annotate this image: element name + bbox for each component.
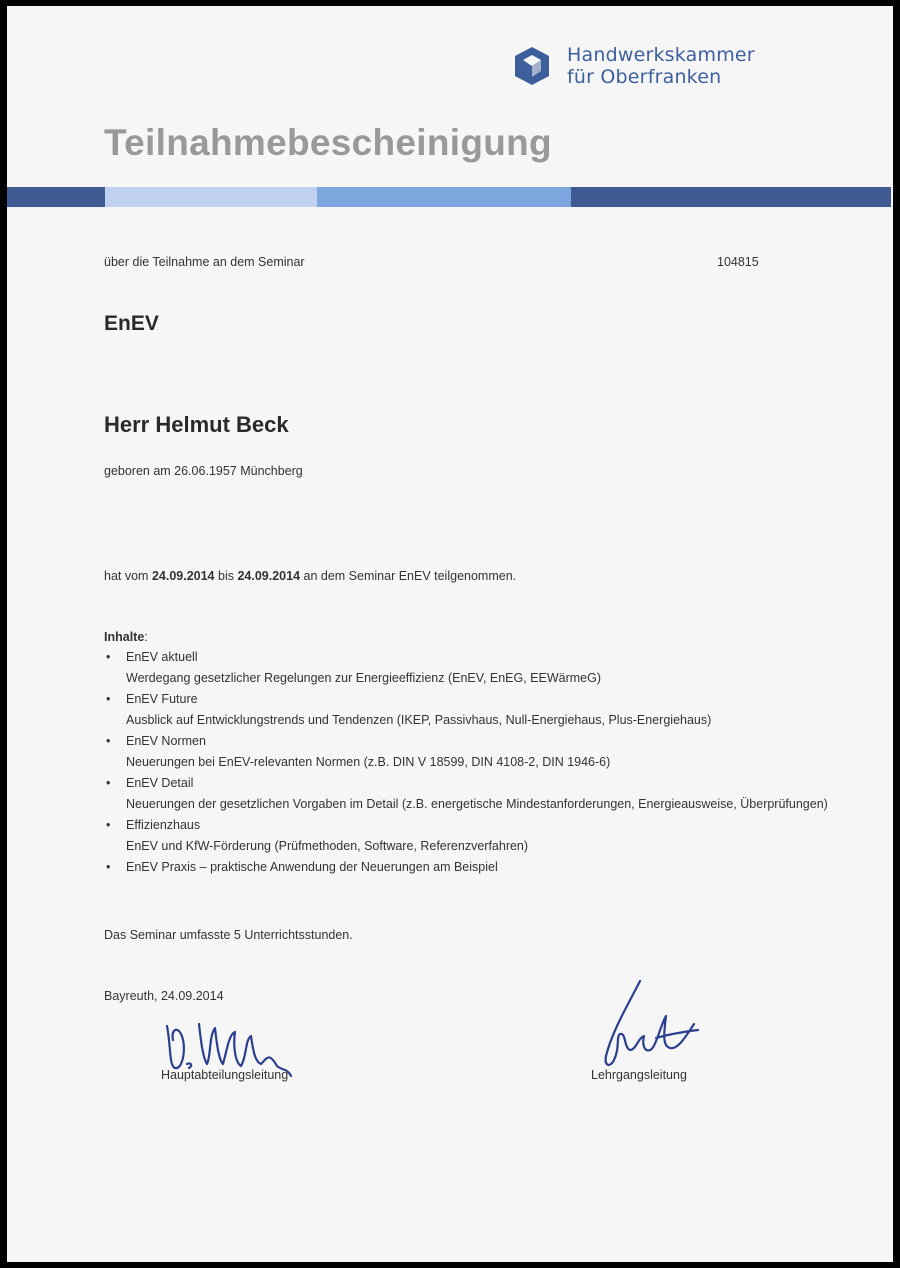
certificate-number: 104815 <box>717 255 759 269</box>
role-left: Hauptabteilungsleitung <box>161 1068 289 1082</box>
list-item <box>104 773 864 815</box>
birth-info: geboren am 26.06.1957 Münchberg <box>104 464 303 478</box>
item-title: • Effizienzhaus <box>126 818 201 832</box>
attendance-suffix: an dem Seminar EnEV teilgenommen. <box>303 569 517 583</box>
certificate-page <box>7 6 893 1262</box>
seminar-name: EnEV <box>104 312 159 335</box>
item-description: Ausblick auf Entwicklungstrends und Tendenzen (IKEP, Passivhaus, Null-Energiehaus, Plus-Energiehaus) <box>126 713 712 727</box>
organization-name-line2: für Oberfranken <box>567 66 722 88</box>
item-description: Werdegang gesetzlicher Regelungen zur Energieeffizienz (EnEV, EnEG, EEWärmeG) <box>126 671 602 685</box>
item-description: EnEV und KfW-Förderung (Prüfmethoden, Software, Referenzverfahren) <box>126 839 529 853</box>
signature-right <box>590 976 705 1076</box>
color-stripe <box>7 187 891 207</box>
attendance-prefix: hat vom <box>104 569 149 583</box>
contents-label <box>104 630 864 644</box>
contents-label-text: Inhalte <box>104 630 145 644</box>
item-title: • EnEV Future <box>126 692 198 706</box>
organization-name-line1: Handwerkskammer <box>567 44 755 66</box>
organization-logo <box>512 44 755 88</box>
organization-name <box>567 44 755 88</box>
date-from: 24.09.2014 <box>151 569 215 583</box>
item-title: • EnEV Normen <box>126 734 206 748</box>
place-and-date: Bayreuth, 24.09.2014 <box>104 989 224 1003</box>
list-item <box>104 647 864 689</box>
hours-statement: Das Seminar umfasste 5 Unterrichtsstunden. <box>104 928 353 942</box>
contents-section <box>104 630 864 878</box>
item-title: • EnEV Praxis – praktische Anwendung der Neuerungen am Beispiel <box>126 860 498 874</box>
hwk-logo-icon <box>512 46 552 86</box>
attendance-mid: bis <box>218 569 234 583</box>
list-item <box>104 689 864 731</box>
stripe-segment-mid <box>317 187 571 207</box>
date-to: 24.09.2014 <box>237 569 301 583</box>
stripe-segment-light <box>105 187 317 207</box>
document-title: Teilnahmebescheinigung <box>104 122 552 163</box>
stripe-segment-dark <box>7 187 105 207</box>
attendance-statement <box>104 569 516 583</box>
participant-name: Herr Helmut Beck <box>104 412 289 437</box>
list-item <box>104 857 864 878</box>
item-description: Neuerungen der gesetzlichen Vorgaben im Detail (z.B. energetische Mindestanforderungen, Energieausweise, Überprüfungen) <box>126 797 828 811</box>
item-title: • EnEV Detail <box>126 776 194 790</box>
item-title: • EnEV aktuell <box>126 650 198 664</box>
contents-label-colon: : <box>144 630 148 644</box>
stripe-segment-dark-right <box>571 187 891 207</box>
list-item <box>104 815 864 857</box>
intro-text: über die Teilnahme an dem Seminar <box>104 255 305 269</box>
list-item <box>104 731 864 773</box>
item-description: Neuerungen bei EnEV-relevanten Normen (z.B. DIN V 18599, DIN 4108-2, DIN 1946-6) <box>126 755 611 769</box>
role-right: Lehrgangsleitung <box>591 1068 687 1082</box>
contents-list <box>104 647 864 878</box>
